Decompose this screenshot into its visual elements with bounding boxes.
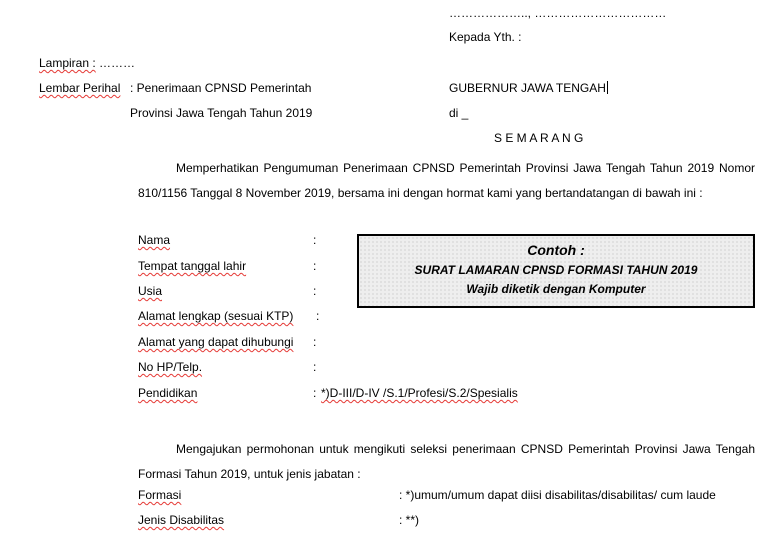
apply-field-value: : *)umum/umum dapat diisi disabilitas/disabilitas/ cum laude bbox=[399, 488, 716, 502]
perihal-line-1: : Penerimaan CPNSD Pemerintah bbox=[130, 81, 312, 95]
field-label: Tempat tanggal lahir bbox=[138, 259, 247, 273]
field-sep: : bbox=[316, 309, 320, 323]
stamp-line-2: SURAT LAMARAN CPNSD FORMASI TAHUN 2019 bbox=[414, 263, 698, 277]
field-sep: : bbox=[313, 284, 317, 298]
text-cursor bbox=[607, 81, 608, 94]
di-label: di _ bbox=[449, 106, 469, 120]
lampiran-row bbox=[39, 56, 135, 70]
lampiran-label: Lampiran : bbox=[39, 56, 96, 70]
field-sep: : bbox=[313, 233, 317, 247]
apply-field-value: : **) bbox=[399, 513, 420, 527]
apply-field-label: Formasi bbox=[138, 488, 182, 502]
apply-paragraph: Mengajukan permohonan untuk mengikuti seleksi penerimaan CPNSD Pemerintah Provinsi Jawa Tengah Formasi Tahun 2019, untuk jenis jabatan : bbox=[138, 442, 755, 481]
field-label: Pendidikan bbox=[138, 386, 198, 400]
recipient: GUBERNUR JAWA TENGAH bbox=[449, 81, 606, 95]
stamp-line-3: Wajib diketik dengan Komputer bbox=[466, 282, 646, 296]
perihal-line-2: Provinsi Jawa Tengah Tahun 2019 bbox=[130, 106, 313, 120]
field-label: Nama bbox=[138, 233, 171, 247]
field-sep: : bbox=[313, 360, 317, 374]
field-label: No HP/Telp. bbox=[138, 360, 203, 374]
city: S E M A R A N G bbox=[494, 131, 584, 145]
lampiran-value: ……… bbox=[99, 56, 136, 70]
intro-paragraph: Memperhatikan Pengumuman Penerimaan CPNSD Pemerintah Provinsi Jawa Tengah Tahun 2019 Nomor 810/1156 Tanggal 8 November 2019, bersama ini dengan hormat kami yang bertandatangan di bawah ini : bbox=[138, 161, 755, 200]
field-label: Usia bbox=[138, 284, 163, 298]
perihal-label: Lembar Perihal bbox=[39, 81, 121, 95]
stamp-line-1: Contoh : bbox=[527, 242, 585, 258]
field-label: Alamat lengkap (sesuai KTP) bbox=[138, 309, 294, 323]
apply-field-label: Jenis Disabilitas bbox=[138, 513, 225, 527]
field-label: Alamat yang dapat dihubungi bbox=[138, 335, 294, 349]
field-value: *)D-III/D-IV /S.1/Profesi/S.2/Spesialis bbox=[321, 386, 518, 400]
kepada-label: Kepada Yth. : bbox=[449, 30, 522, 44]
field-sep: : bbox=[313, 386, 317, 400]
example-stamp bbox=[357, 234, 755, 308]
field-sep: : bbox=[313, 259, 317, 273]
date-line: ……………….., …………………………… bbox=[449, 6, 667, 20]
field-sep: : bbox=[313, 335, 317, 349]
